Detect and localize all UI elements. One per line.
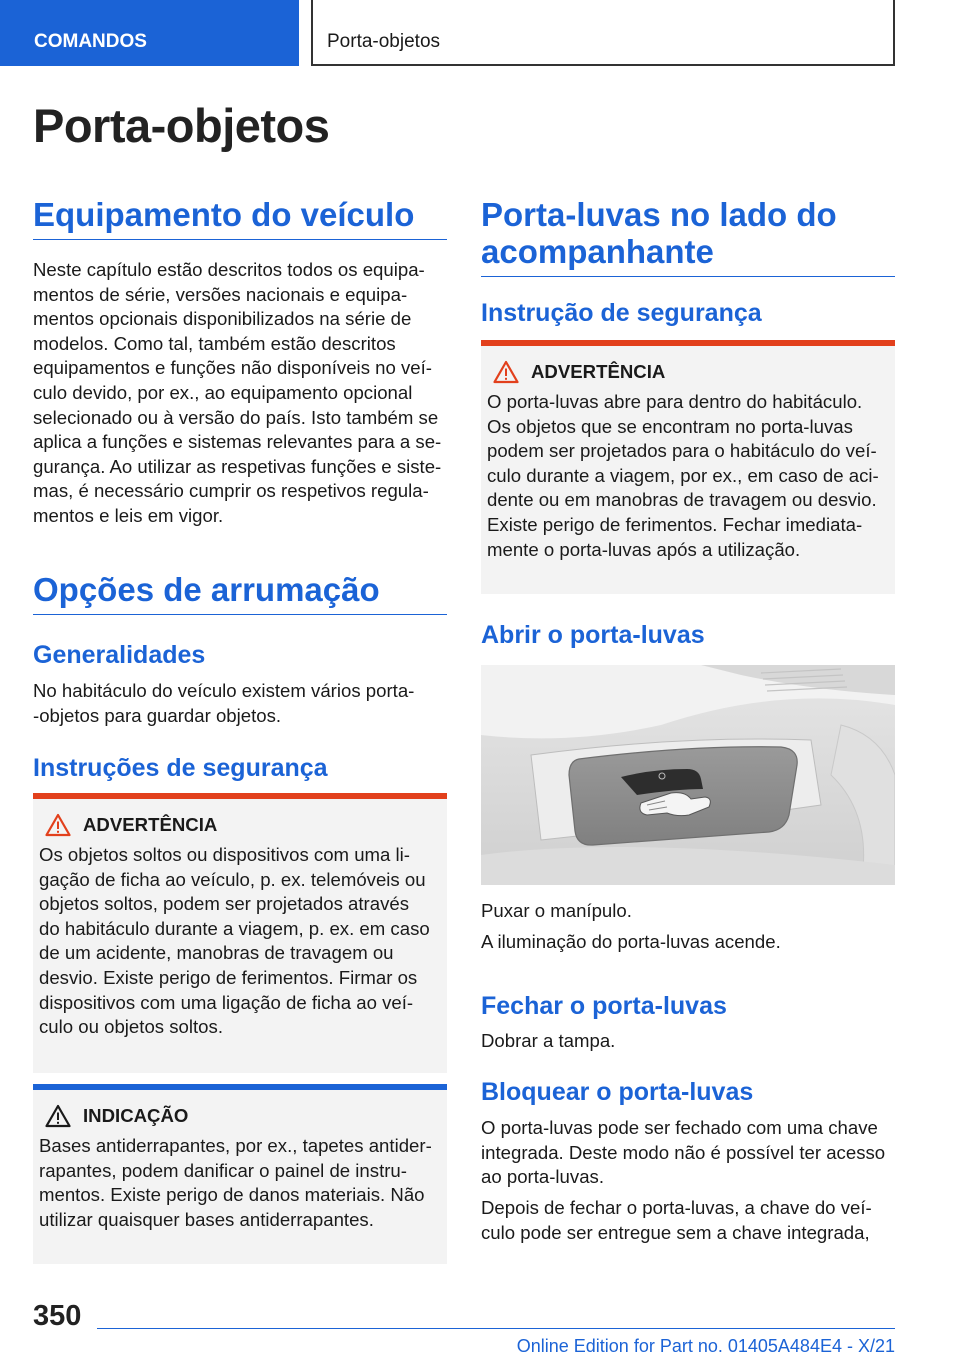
- heading-abrir: Abrir o porta-luvas: [481, 621, 705, 649]
- topic-label: Porta-objetos: [327, 31, 441, 52]
- text-generalidades: No habitáculo do veículo existem vários porta- -objetos para guardar objetos.: [33, 680, 415, 726]
- footer-divider: [97, 1328, 895, 1329]
- text-fechar: Dobrar a tampa.: [481, 1030, 616, 1051]
- warning-title: ADVERTÊNCIA: [83, 814, 218, 835]
- warning-triangle-icon: [45, 1104, 71, 1128]
- text-equipamento: Neste capítulo estão descritos todos os equipa- mentos de série, versões nacionais e equipa- mentos opcionais disponibilizados na série de modelos. Como tal, também estão descritos equipamentos e funções não disponíveis no veí- culo devido, por ex., ao equipamento opcional selecionado ou à versão do país. Isto também se aplica a funções e sistemas relevantes para a se- gurança. Ao utilizar as respetivas funções e siste- mas, é necessário cumprir os respetivos regula- mentos e leis em vigor.: [33, 259, 442, 526]
- text-abrir-2: A iluminação do porta-luvas acende.: [481, 931, 781, 952]
- heading-generalidades: Generalidades: [33, 641, 206, 669]
- warning-text: O porta-luvas abre para dentro do habitáculo. Os objetos que se encontram no porta-luvas podem ser projetados para o habitáculo do veí- culo durante a viagem, por ex., em caso de aci- dente ou em manobras de travagem ou desvio. Existe perigo de ferimentos. Fechar imediata- mente o porta-luvas após a utilização.: [487, 391, 879, 560]
- notice-box: [33, 1084, 447, 1264]
- warning-box-2: [481, 340, 895, 594]
- heading-portaluvas: Porta-luvas no lado do acompanhante: [481, 196, 895, 277]
- warning-box-1: [33, 793, 447, 1073]
- heading-bloquear: Bloquear o porta-luvas: [481, 1078, 754, 1106]
- page-title: Porta-objetos: [33, 99, 330, 152]
- warning-text: Os objetos soltos ou dispositivos com uma li- gação de ficha ao veículo, p. ex. telemóveis ou objetos soltos, podem ser projetados através do habitáculo durante a viagem, p. ex. em caso de um acidente, manobras de travagem ou desvio. Existe perigo de ferimentos. Firmar os dispositivos com uma ligação de ficha ao veí- culo ou objetos soltos.: [39, 844, 430, 1038]
- heading-instrucao: Instrução de segurança: [481, 299, 762, 327]
- glovebox-illustration: [481, 665, 895, 885]
- footer-edition: Online Edition for Part no. 01405A484E4 - X/21: [516, 1336, 895, 1356]
- chapter-tab: [0, 0, 299, 66]
- notice-text: Bases antiderrapantes, por ex., tapetes antider- rapantes, podem danificar o painel de instru- mentos. Existe perigo de danos materiais. Não utilizar quaisquer bases antiderrapantes.: [39, 1135, 432, 1230]
- heading-instrucoes: Instruções de segurança: [33, 754, 328, 782]
- chapter-label: COMANDOS: [34, 31, 147, 52]
- warning-title: ADVERTÊNCIA: [531, 361, 666, 382]
- warning-triangle-icon: [493, 360, 519, 384]
- text-abrir-1: Puxar o manípulo.: [481, 900, 632, 921]
- heading-opcoes: Opções de arrumação: [33, 571, 447, 615]
- topic-header: [311, 0, 895, 66]
- notice-title: INDICAÇÃO: [83, 1105, 189, 1126]
- warning-triangle-icon: [45, 813, 71, 837]
- heading-fechar: Fechar o porta-luvas: [481, 992, 727, 1020]
- text-bloquear-1: O porta-luvas pode ser fechado com uma chave integrada. Deste modo não é possível ter acesso ao porta-luvas.: [481, 1117, 886, 1188]
- page-number: 350: [33, 1300, 82, 1332]
- heading-equipamento: Equipamento do veículo: [33, 196, 447, 240]
- text-bloquear-2: Depois de fechar o porta-luvas, a chave do veí- culo pode ser entregue sem a chave integrada,: [481, 1197, 872, 1243]
